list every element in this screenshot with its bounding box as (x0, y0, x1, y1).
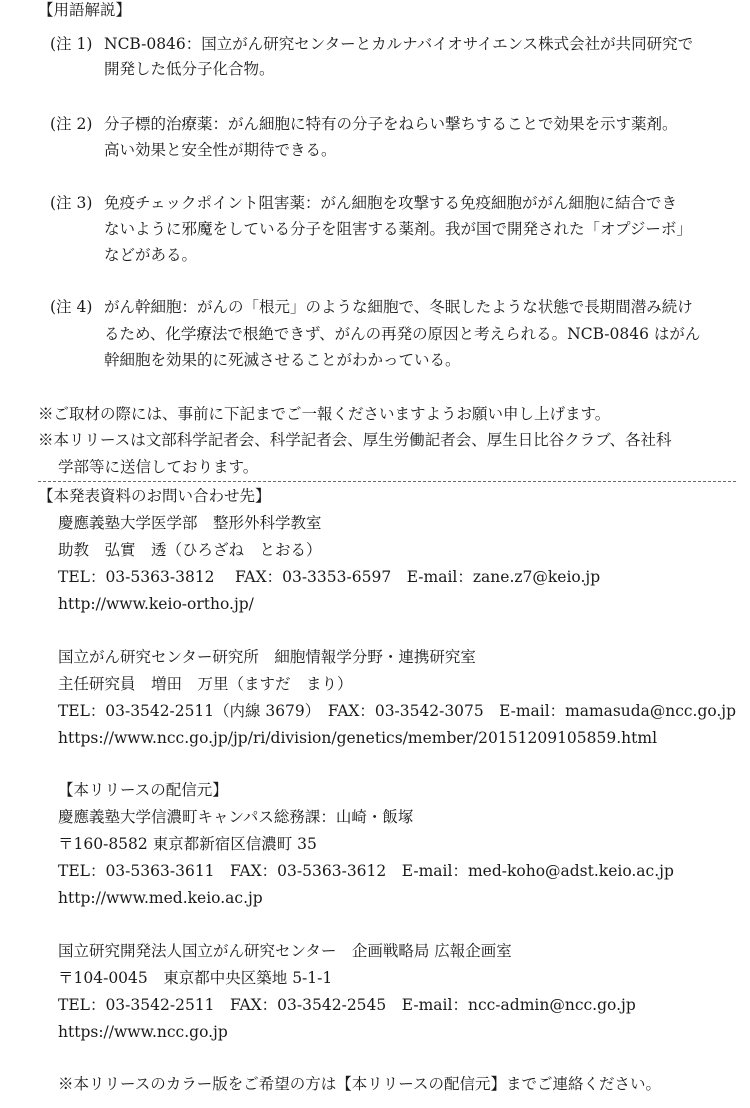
footer-note: ※本リリースのカラー版をご希望の方は【本リリースの配信元】までご連絡ください。 (58, 1075, 661, 1093)
notice-line-3: 学部等に送信しております。 (58, 458, 259, 476)
note-4-line-3: 幹細胞を効果的に死滅させることがわかっている。 (104, 351, 461, 369)
note-1-line-1: NCB-0846：国立がん研究センターとカルナバイオサイエンス株式会社が共同研究で (104, 35, 694, 53)
distribution-contact-1-url[interactable] (58, 891, 263, 907)
note-3-line-2: ないように邪魔をしている分子を阻害する薬剤。我が国で開発された「オプジーボ」 (104, 220, 692, 238)
inquiry-contact-2-org: 国立がん研究センター研究所 細胞情報学分野・連携研究室 (58, 648, 476, 666)
note-3-line-3: などがある。 (104, 246, 198, 264)
distribution-contact-1-phone: TEL：03-5363-3611 FAX：03-5363-3612 E-mail：med-koho@adst.keio.ac.jp (58, 862, 674, 880)
inquiry-contact-1-url-link[interactable]: http://www.keio-ortho.jp/ (58, 595, 254, 613)
dashed-divider (38, 481, 736, 482)
distribution-contact-1-address: 〒160-8582 東京都新宿区信濃町 35 (58, 835, 317, 853)
inquiry-contact-1-org: 慶應義塾大学医学部 整形外科学教室 (58, 514, 322, 532)
distribution-contact-2-url[interactable] (58, 1025, 228, 1041)
note-1-line-2: 開発した低分子化合物。 (104, 60, 275, 78)
distribution-contact-2-url-link[interactable]: https://www.ncc.go.jp (58, 1023, 228, 1041)
note-3-tag: (注 3) (50, 194, 93, 212)
distribution-contact-1-url-link[interactable]: http://www.med.keio.ac.jp (58, 889, 263, 907)
distribution-contact-2-address: 〒104-0045 東京都中央区築地 5-1-1 (58, 969, 333, 987)
note-2-line-2: 高い効果と安全性が期待できる。 (104, 141, 337, 159)
distribution-contact-2-org: 国立研究開発法人国立がん研究センター 企画戦略局 広報企画室 (58, 942, 512, 960)
inquiry-contact-2-phone: TEL：03-3542-2511（内線 3679） FAX：03-3542-3075 E-mail：mamasuda@ncc.go.jp (58, 702, 736, 720)
note-2-line-1: 分子標的治療薬：がん細胞に特有の分子をねらい撃ちすることで効果を示す薬剤。 (104, 115, 678, 133)
distribution-contact-2-phone: TEL：03-3542-2511 FAX：03-3542-2545 E-mail：ncc-admin@ncc.go.jp (58, 996, 636, 1014)
inquiry-contact-2-url-link[interactable]: https://www.ncc.go.jp/jp/ri/division/genetics/member/20151209105859.html (58, 729, 658, 747)
distribution-heading: 【本リリースの配信元】 (58, 781, 228, 799)
note-4-tag: (注 4) (50, 298, 93, 316)
inquiry-contact-2-person: 主任研究員 増田 万里（ますだ まり） (58, 675, 353, 693)
note-3-line-1: 免疫チェックポイント阻害薬：がん細胞を攻撃する免疫細胞ががん細胞に結合でき (104, 194, 678, 212)
note-1-tag: (注 1) (50, 35, 93, 53)
inquiry-contact-1-url[interactable] (58, 597, 254, 613)
notice-line-2: ※本リリースは文部科学記者会、科学記者会、厚生労働記者会、厚生日比谷クラブ、各社科 (38, 431, 672, 449)
note-4-line-2: るため、化学療法で根絶できず、がんの再発の原因と考えられる。NCB-0846 はがん (104, 325, 701, 343)
inquiry-contact-1-phone: TEL：03-5363-3812 FAX：03-3353-6597 E-mail：zane.z7@keio.jp (58, 568, 601, 586)
inquiry-contact-1-person: 助教 弘實 透（ひろざね とおる） (58, 541, 322, 559)
notice-line-1: ※ご取材の際には、事前に下記までご一報くださいますようお願い申し上げます。 (38, 405, 611, 423)
glossary-heading: 【用語解説】 (38, 1, 132, 19)
note-4-line-1: がん幹細胞：がんの「根元」のような細胞で、冬眠したような状態で長期間潜み続け (104, 298, 693, 316)
inquiry-contact-2-url[interactable] (58, 731, 657, 747)
inquiry-heading: 【本発表資料のお問い合わせ先】 (38, 487, 271, 505)
distribution-contact-1-org: 慶應義塾大学信濃町キャンパス総務課：山崎・飯塚 (58, 808, 414, 826)
note-2-tag: (注 2) (50, 115, 93, 133)
